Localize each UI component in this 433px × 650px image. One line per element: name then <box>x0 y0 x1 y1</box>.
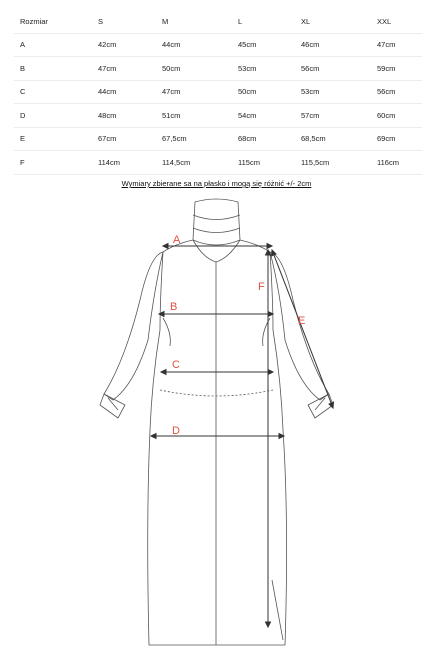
label-b: B <box>170 301 178 313</box>
table-cell: 48cm <box>98 104 162 128</box>
table-cell: 67,5cm <box>162 127 238 151</box>
table-row <box>14 127 422 151</box>
table-cell: 50cm <box>162 57 238 81</box>
table-cell: 115cm <box>238 151 301 175</box>
header-cell: Rozmiar <box>14 10 98 33</box>
table-row <box>14 33 422 57</box>
table-cell: F <box>14 151 98 175</box>
table-cell: 115,5cm <box>301 151 377 175</box>
coat-diagram <box>0 190 433 650</box>
table-header-row <box>14 10 422 33</box>
header-cell: L <box>238 10 301 33</box>
measurement-note: Wymiary zbierane sa na płasko i mogą się różnić +/- 2cm <box>121 179 312 188</box>
table-cell: 46cm <box>301 33 377 57</box>
table-cell: 44cm <box>162 33 238 57</box>
table-cell: 114,5cm <box>162 151 238 175</box>
table-cell: 56cm <box>377 80 422 104</box>
table-cell: 47cm <box>162 80 238 104</box>
table-row <box>14 104 422 128</box>
header-cell: S <box>98 10 162 33</box>
table-cell: 69cm <box>377 127 422 151</box>
label-e: E <box>298 315 306 327</box>
table-cell: 42cm <box>98 33 162 57</box>
table-cell: 50cm <box>238 80 301 104</box>
table-row <box>14 57 422 81</box>
size-table <box>14 10 422 175</box>
table-cell: 53cm <box>301 80 377 104</box>
label-a: A <box>173 234 181 246</box>
table-cell: A <box>14 33 98 57</box>
header-cell: XXL <box>377 10 422 33</box>
table-cell: 53cm <box>238 57 301 81</box>
table-cell: 59cm <box>377 57 422 81</box>
table-cell: 68cm <box>238 127 301 151</box>
table-cell: 47cm <box>98 57 162 81</box>
table-cell: B <box>14 57 98 81</box>
table-cell: 67cm <box>98 127 162 151</box>
header-cell: XL <box>301 10 377 33</box>
table-row <box>14 80 422 104</box>
table-cell: 56cm <box>301 57 377 81</box>
table-cell: 114cm <box>98 151 162 175</box>
table-cell: 60cm <box>377 104 422 128</box>
table-cell: 116cm <box>377 151 422 175</box>
table-cell: D <box>14 104 98 128</box>
table-cell: 68,5cm <box>301 127 377 151</box>
table-cell: C <box>14 80 98 104</box>
header-cell: M <box>162 10 238 33</box>
label-d: D <box>172 425 180 437</box>
table-cell: 57cm <box>301 104 377 128</box>
table-cell: E <box>14 127 98 151</box>
table-cell: 45cm <box>238 33 301 57</box>
table-cell: 47cm <box>377 33 422 57</box>
table-row <box>14 151 422 175</box>
label-f: F <box>258 281 265 293</box>
table-cell: 54cm <box>238 104 301 128</box>
table-cell: 44cm <box>98 80 162 104</box>
coat-outline <box>100 199 333 645</box>
label-c: C <box>172 359 180 371</box>
table-cell: 51cm <box>162 104 238 128</box>
